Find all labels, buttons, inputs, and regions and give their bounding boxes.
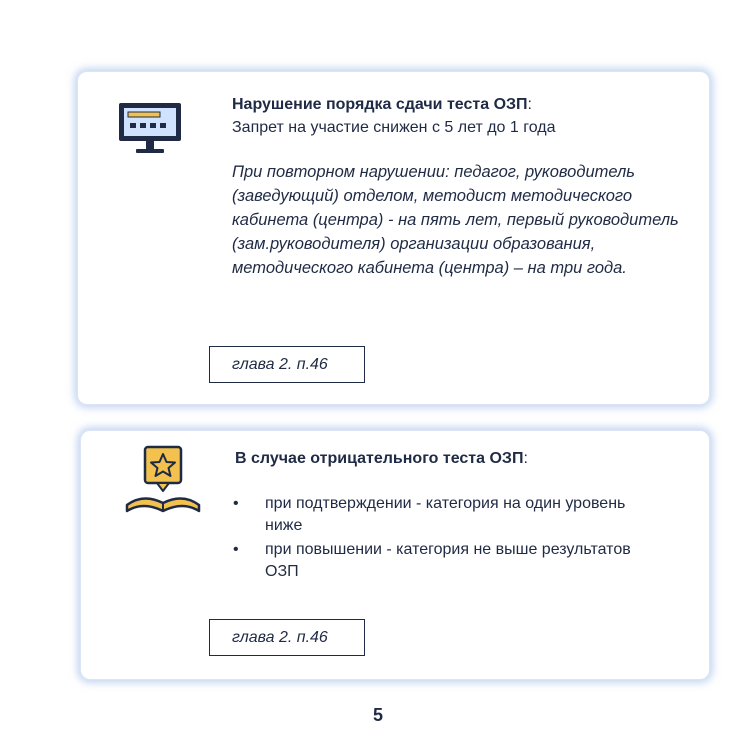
- list-item: • при повышении - категория не выше результатов ОЗП: [233, 541, 631, 580]
- violation-card: [77, 71, 710, 405]
- bullet-list: [231, 493, 651, 585]
- repeat-violation-text: При повторном нарушении: педагог, руководитель (заведующий) отделом, методист методического кабинета (центра) - на пять лет, первый руководитель (зам.руководителя) организации образования, методического кабинета (центра) – на три года.: [232, 163, 679, 277]
- bullet-icon: •: [233, 495, 239, 512]
- reference-box: глава 2. п.46: [209, 346, 365, 383]
- bullet-icon: •: [233, 541, 239, 558]
- negative-test-card: [80, 430, 710, 680]
- violation-subtitle: Запрет на участие снижен с 5 лет до 1 года: [232, 119, 556, 136]
- book-star-icon: [123, 445, 203, 517]
- page-number: 5: [372, 705, 383, 725]
- negative-test-title: В случае отрицательного теста ОЗП:: [235, 450, 528, 467]
- monitor-icon: [116, 100, 184, 158]
- reference-box: глава 2. п.46: [209, 619, 365, 656]
- violation-title: Нарушение порядка сдачи теста ОЗП:: [232, 96, 532, 113]
- list-item: • при подтверждении - категория на один уровень ниже: [233, 495, 626, 534]
